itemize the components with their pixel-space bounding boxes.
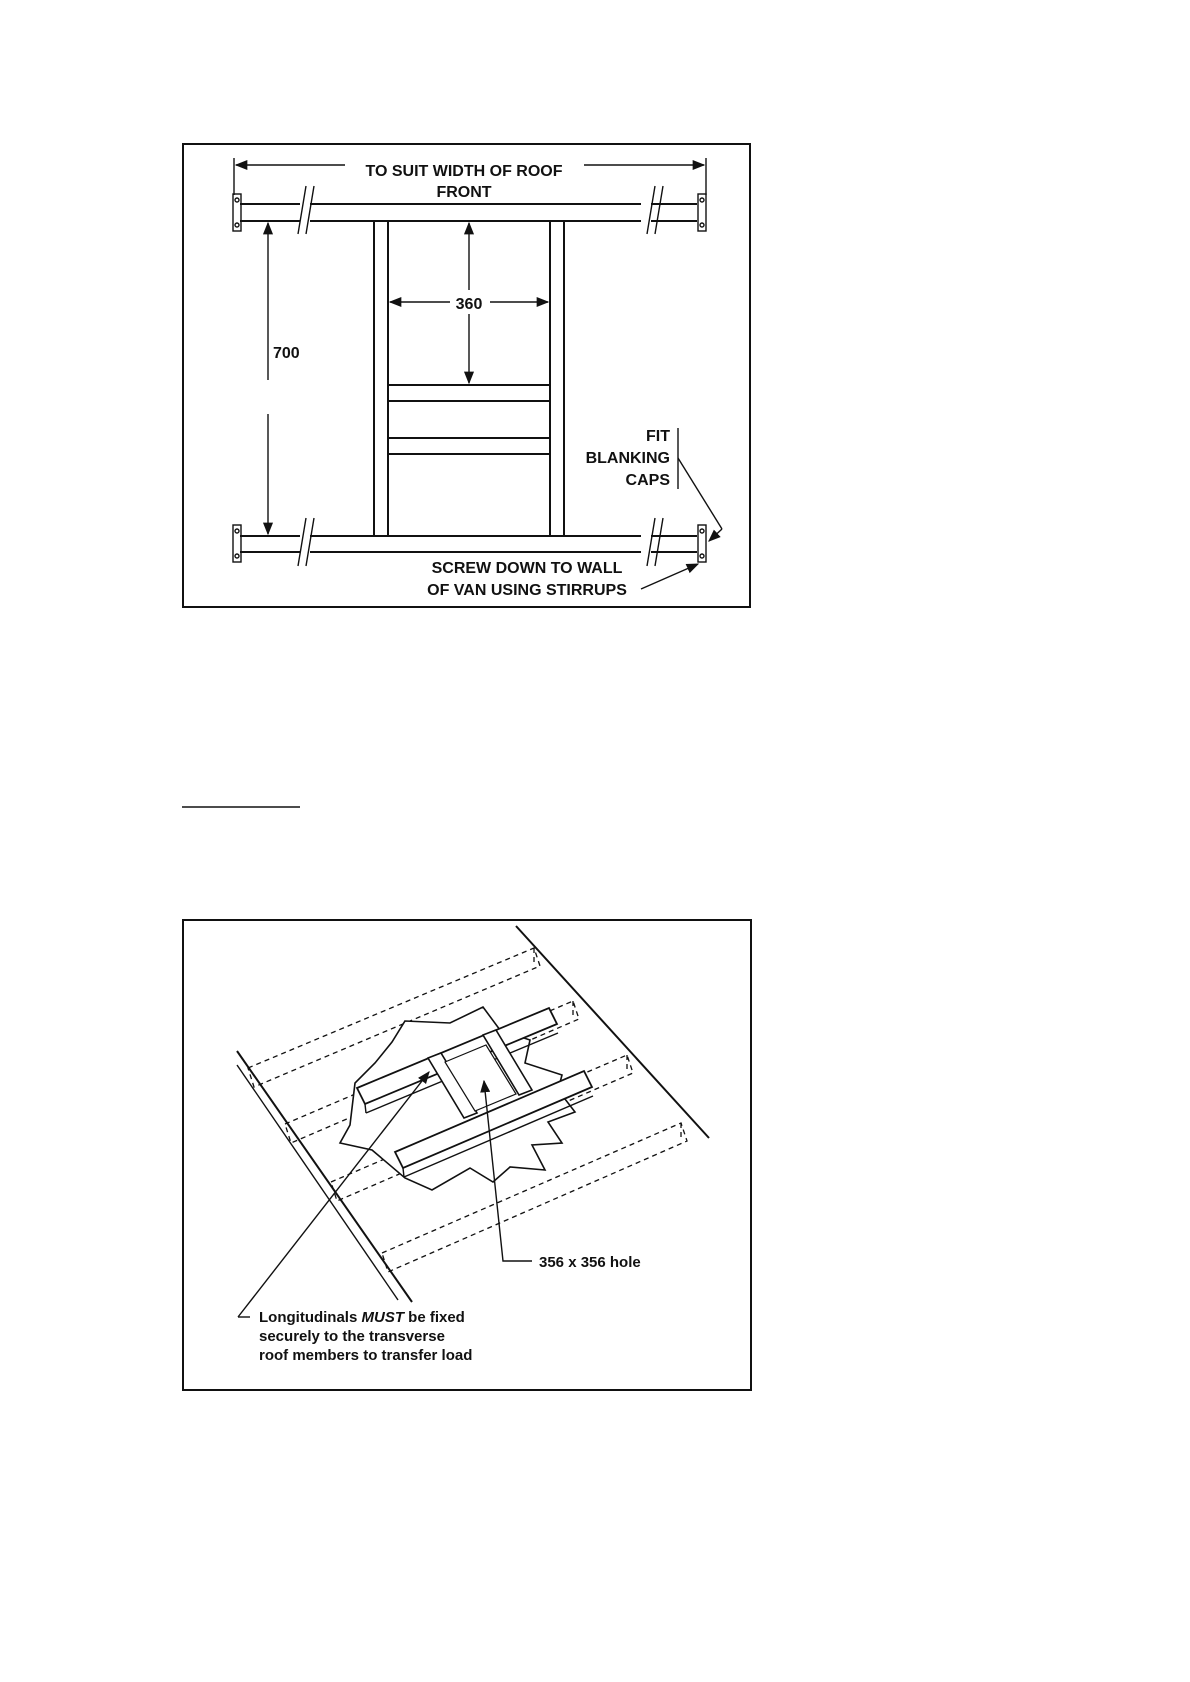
screw-label-line2: OF VAN USING STIRRUPS (427, 582, 627, 599)
stirrup-front-right (698, 194, 706, 231)
cross-member-lower (388, 438, 550, 454)
rear-transverse-bar (240, 518, 697, 566)
dim-360-label: 360 (455, 296, 483, 313)
stirrup-front-left (233, 194, 241, 231)
front-label: FRONT (436, 184, 492, 201)
caps-leader (678, 458, 722, 529)
figure-1-roof-frame (183, 144, 750, 607)
caps-label-line1: FIT (646, 428, 670, 445)
figure-2-roof-opening (183, 920, 751, 1390)
caps-label-line3: CAPS (625, 472, 670, 489)
caps-label-line2: BLANKING (585, 450, 670, 467)
screw-label-line1: SCREW DOWN TO WALL (431, 560, 623, 577)
cross-member-upper (388, 385, 550, 401)
longitudinal-left (374, 221, 388, 536)
stirrup-rear-left (233, 525, 241, 562)
caps-leader-arrow (709, 529, 722, 541)
screw-leader-arrow (641, 564, 698, 589)
hole-label: 356 x 356 hole (539, 1254, 641, 1271)
longitudinal-right (550, 221, 564, 536)
stirrup-rear-right (698, 525, 706, 562)
note-line-2: securely to the transverse (259, 1328, 445, 1345)
note-line-1: Longitudinals MUST be fixed (259, 1309, 465, 1326)
note-line-3: roof members to transfer load (259, 1347, 473, 1364)
dim-700-label: 700 (273, 345, 300, 362)
width-label: TO SUIT WIDTH OF ROOF (365, 163, 563, 180)
